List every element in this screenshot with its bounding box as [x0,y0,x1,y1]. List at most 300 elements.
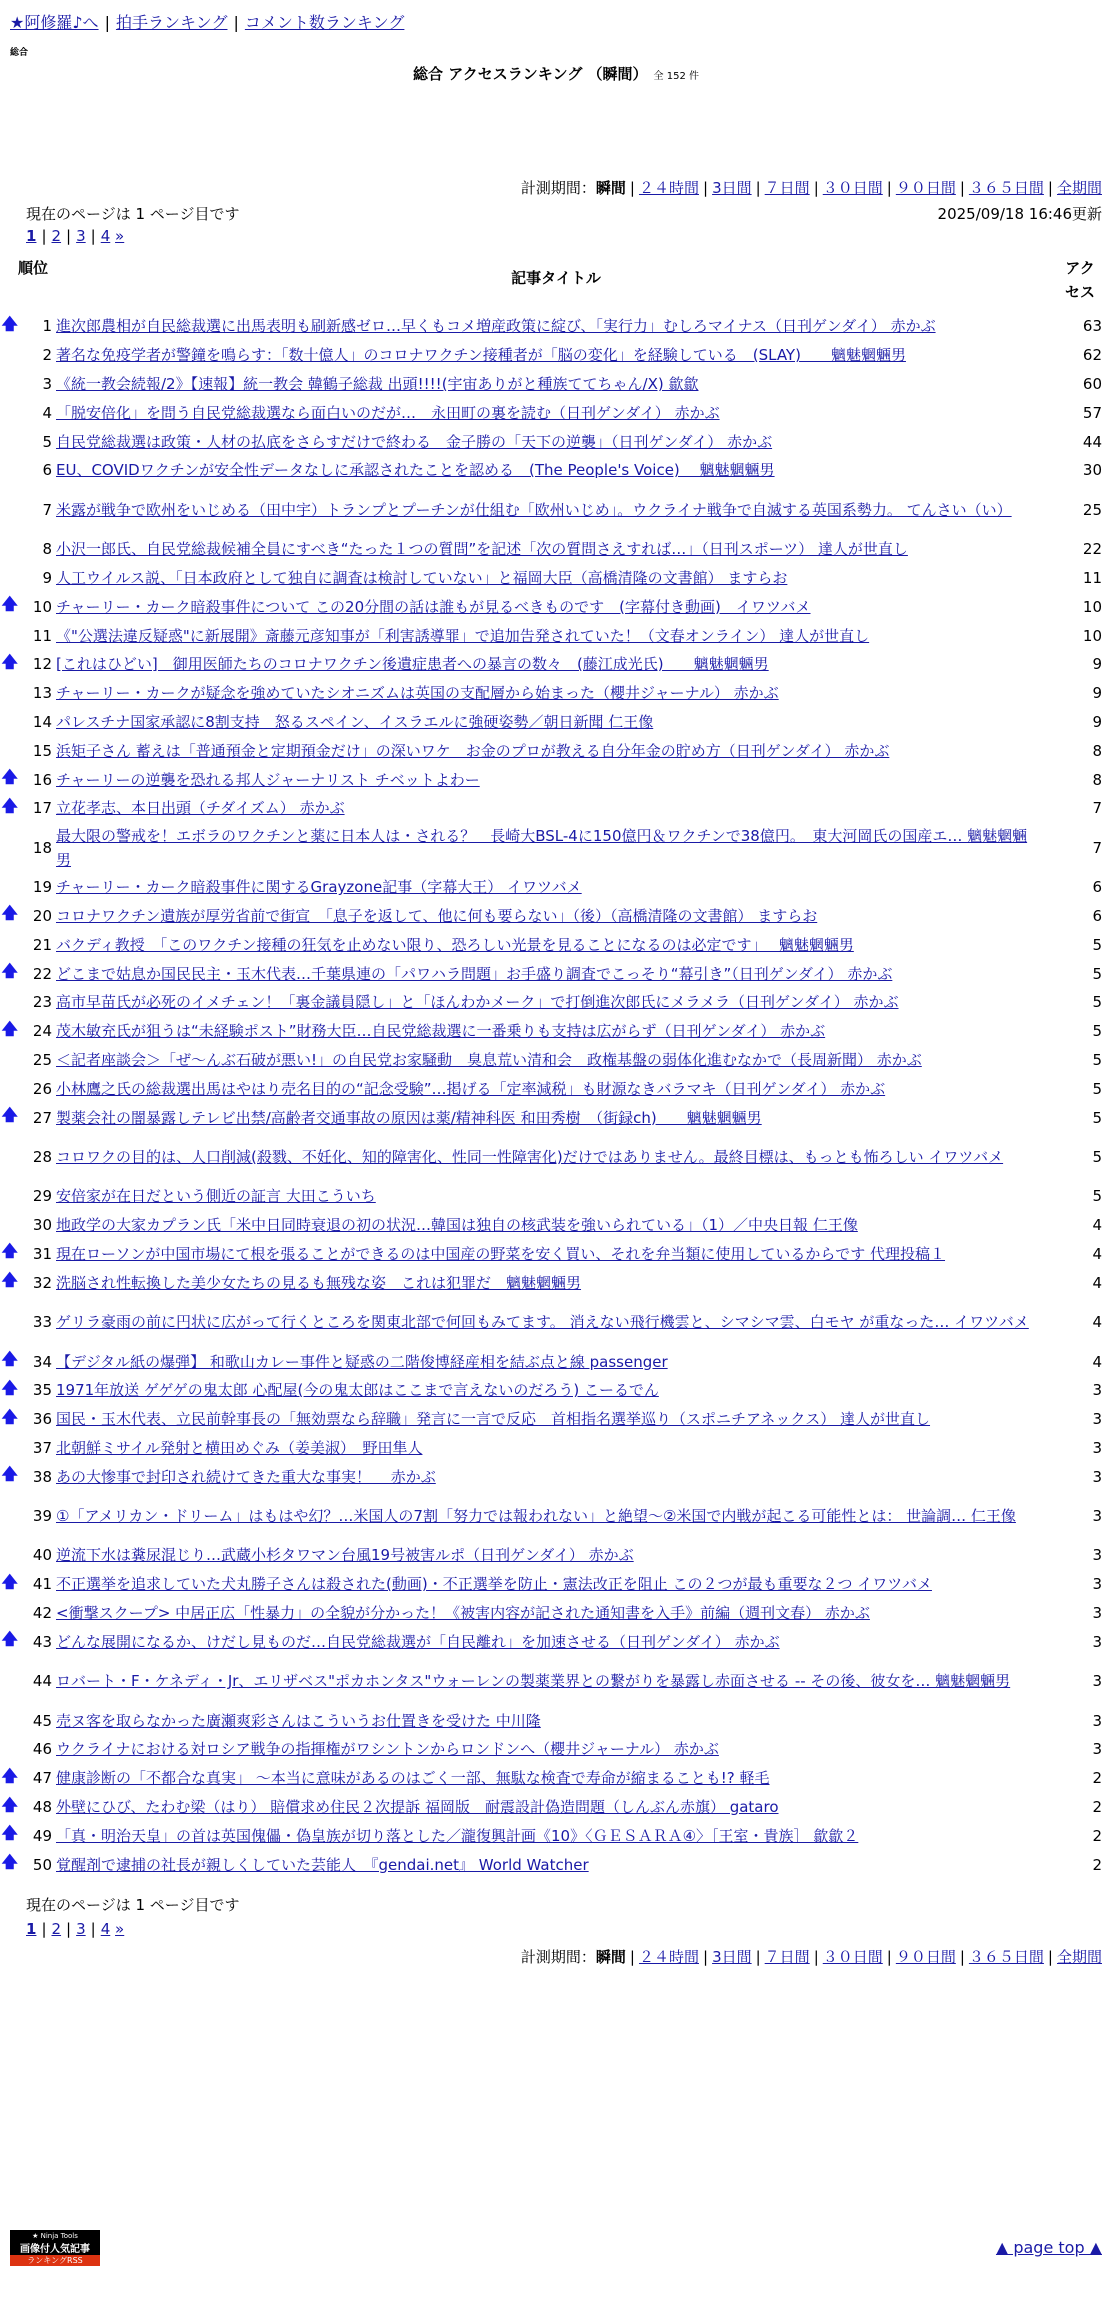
page-title [0,63,1112,84]
rank-number: 45 [32,1711,52,1730]
rank-number: 31 [32,1244,52,1263]
title-cell [56,1824,1046,1848]
access-count: 3 [1092,1740,1102,1759]
article-link[interactable]: ウクライナにおける対ロシア戦争の指揮権がワシントンからロンドンへ（櫻井ジャーナル） 赤かぶ [56,1740,719,1759]
up-arrow-icon: 🡅 [1,1018,18,1038]
rank-number: 11 [32,626,52,645]
period-link[interactable]: ３０日間 [822,1948,883,1966]
title-cell [56,768,1046,792]
up-arrow-icon: 🡅 [1,1765,18,1785]
rank-number: 5 [42,432,52,451]
title-cell [56,1669,1046,1693]
rank-number: 15 [32,741,52,760]
page-link[interactable]: 2 [51,227,62,245]
access-count: 10 [1082,626,1102,645]
title-cell [56,1795,1046,1819]
rank-number: 8 [42,540,52,559]
article-link[interactable]: 製薬会社の闇暴露しテレビ出禁/高齢者交通事故の原因は薬/精神科医 和田秀樹 （街録ch) 魑魅魍魎男 [56,1108,762,1127]
title-cell [56,1378,1046,1402]
access-count: 3 [1092,1711,1102,1730]
up-arrow-icon: 🡅 [1,313,18,333]
access-count: 9 [1092,684,1102,703]
title-cell [56,1436,1046,1460]
access-count: 3 [1092,1575,1102,1594]
rank-number: 25 [32,1050,52,1069]
article-link[interactable]: 「脱安倍化」を問う自民党総裁選なら面白いのだが… 永田町の裏を読む（日刊ゲンダイ） 赤かぶ [56,403,720,422]
article-link[interactable]: 茂木敏充氏が狙うは“未経験ポスト”財務大臣…自民党総裁選に一番乗りも支持は広がらず（日刊ゲンダイ） 赤かぶ [56,1022,826,1041]
article-link[interactable]: 米露が戦争で欧州をいじめる（田中宇）トランプとプーチンが仕組む「欧州いじめ」。ウクライナ戦争で自滅する英国系勢力。 てんさい（い） [56,500,1012,519]
ranking-row [0,564,1112,593]
comment-ranking-link[interactable]: コメント数ランキング [244,13,405,32]
article-link[interactable]: チャーリーの逆襲を恐れる邦人ジャーナリスト チベットよわー [56,770,480,789]
page-info-bottom: 現在のページは 1 ページ目です [26,1896,240,1914]
up-arrow-icon: 🡅 [1,1571,18,1591]
ninja-tools-logo[interactable] [10,2230,100,2264]
article-link[interactable]: チャーリー・カーク暗殺事件について この20分間の話は誰もが見るべきものです (字幕付き動画) イワツバメ [56,597,811,616]
title-cell [56,1709,1046,1733]
rank-number: 49 [32,1826,52,1845]
up-arrow-icon: 🡅 [1,651,18,671]
page-separator: | [41,227,47,245]
ranking-row [0,1735,1112,1764]
access-count: 25 [1082,500,1102,519]
ranking-row [0,930,1112,959]
title-cell [56,624,1046,648]
ranking-row [0,1268,1112,1297]
title-cell [56,372,1046,396]
title-cell [56,1407,1046,1431]
title-cell [56,1048,1046,1072]
article-link[interactable]: 逆流下水は糞尿混じり…武蔵小杉タワマン台風19号被害ルポ（日刊ゲンダイ） 赤かぶ [56,1546,634,1565]
title-cell [56,1145,1046,1169]
access-count: 4 [1092,1352,1102,1371]
page-separator: | [41,1920,47,1938]
rank-number: 36 [32,1410,52,1429]
title-cell [56,1271,1046,1295]
pagination-top [26,227,124,245]
title-cell [56,1242,1046,1266]
up-arrow-icon: 🡅 [1,1241,18,1261]
title-cell [56,1019,1046,1043]
rank-number: 46 [32,1740,52,1759]
article-link[interactable]: 「真・明治天皇」の首は英国傀儡・偽皇族が切り落とした／瀧復興計画《10》〈ＧＥＳＡＲＡ④〉［王室・貴族］ 歙歙２ [56,1826,859,1845]
rank-number: 50 [32,1855,52,1874]
ranking-row [0,794,1112,823]
ranking-row [0,1182,1112,1211]
home-link[interactable]: ★阿修羅♪へ [10,13,99,32]
rank-number: 29 [32,1187,52,1206]
period-link[interactable]: ３０日間 [822,179,883,197]
ranking-row [0,1541,1112,1570]
rank-number: 44 [32,1672,52,1691]
rank-number: 35 [32,1381,52,1400]
access-count: 3 [1092,1546,1102,1565]
article-link[interactable]: 高市早苗氏が必死のイメチェン！「裏金議員隠し」と「ほんわかメーク」で打倒進次郎氏にメラメラ（日刊ゲンダイ） 赤かぶ [56,993,899,1012]
access-count: 30 [1082,461,1102,480]
access-count: 5 [1092,993,1102,1012]
article-link[interactable]: 小林鷹之氏の総裁選出馬はやはり売名目的の“記念受験”…掲げる「定率減税」も財源なきバラマキ（日刊ゲンダイ） 赤かぶ [56,1079,886,1098]
title-cell [56,595,1046,619]
access-count: 3 [1092,1672,1102,1691]
access-count: 6 [1092,878,1102,897]
title-cell [56,1572,1046,1596]
article-link[interactable]: 洗脳され性転換した美少女たちの見るも無残な姿 これは犯罪だ 魑魅魍魎男 [56,1273,582,1292]
article-link[interactable]: 立花孝志、本日出頭（チダイズム） 赤かぶ [56,799,345,818]
access-count: 3 [1092,1410,1102,1429]
rank-number: 6 [42,461,52,480]
page-top-link[interactable]: ▲ page top ▲ [995,2238,1102,2257]
title-cell [56,430,1046,454]
access-count: 5 [1092,964,1102,983]
article-link[interactable]: 外壁にひび、たわむ梁（はり） 賠償求め住民２次提訴 福岡版 耐震設計偽造問題（しんぶん赤旗） gataro [56,1798,779,1817]
period-current: 瞬間 [595,1948,626,1966]
ranking-row [0,1046,1112,1075]
period-link[interactable]: ７日間 [764,1948,810,1966]
ranking-row [0,1491,1112,1541]
article-link[interactable]: 進次郎農相が自民総裁選に出馬表明も刷新感ゼロ…早くもコメ増産政策に綻び、「実行力」むしろマイナス（日刊ゲンダイ） 赤かぶ [56,317,936,336]
article-link[interactable]: ①「アメリカン・ドリーム」はもはや幻？…米国人の7割「努力では報われない」と絶望～②米国で内戦が起こる可能性とは： 世論調… 仁王像 [56,1507,1016,1526]
access-count: 5 [1092,1050,1102,1069]
period-link[interactable]: ２４時間 [638,179,699,197]
page-current[interactable]: 1 [26,227,37,245]
ranking-row [0,312,1112,341]
article-link[interactable]: 不正選挙を追求していた犬丸勝子さんは殺された(動画)・不正選挙を防止・憲法改正を阻止 この２つが最も重要な２つ イワツバメ [56,1575,932,1594]
rank-number: 21 [32,935,52,954]
ranking-row [0,1850,1112,1879]
article-link[interactable]: 【デジタル紙の爆弾】 和歌山カレー事件と疑惑の二階俊博経産相を結ぶ点と線 passenger [56,1352,668,1371]
page-link[interactable]: 4 [100,227,111,245]
pagination-bottom [26,1920,124,1938]
rank-number: 28 [32,1147,52,1166]
access-count: 9 [1092,712,1102,731]
page-link[interactable]: 3 [76,1920,86,1938]
title-cell [56,962,1046,986]
ranking-row [0,1462,1112,1491]
period-separator: | [703,1948,709,1966]
ranking-row [0,1793,1112,1822]
up-arrow-icon: 🡅 [1,903,18,923]
access-count: 9 [1092,655,1102,674]
up-arrow-icon: 🡅 [1,1852,18,1872]
rank-number: 37 [32,1438,52,1457]
article-link[interactable]: 売ヌ客を取らなかった廣瀬爽彩さんはこういうお仕置きを受けた 中川隆 [56,1711,541,1730]
title-cell [56,1465,1046,1489]
article-link[interactable]: どんな展開になるか、けだし見ものだ…自民党総裁選が「自民離れ」を加速させる（日刊ゲンダイ） 赤かぶ [56,1632,780,1651]
rank-number: 22 [32,964,52,983]
rank-number: 39 [32,1507,52,1526]
period-link[interactable]: 3日間 [712,1948,752,1966]
ranking-row [0,988,1112,1017]
title-cell [56,1077,1046,1101]
period-link[interactable]: ３６５日間 [968,1948,1044,1966]
ranking-row [0,1627,1112,1656]
page-separator: | [66,227,72,245]
title-cell [56,401,1046,425]
rank-column-header: 順位 [18,259,49,277]
title-cell [56,1601,1046,1625]
article-link[interactable]: 北朝鮮ミサイル発射と横田めぐみ（姜美淑） 野田隼人 [56,1438,423,1457]
title-cell [56,739,1046,763]
rank-number: 32 [32,1273,52,1292]
article-link[interactable]: 地政学の大家カプラン氏「米中日同時衰退の初の状況…韓国は独自の核武装を強いられている」（1）／中央日報 仁王像 [56,1216,858,1235]
title-cell [56,458,1046,482]
article-link[interactable]: 現在ローソンが中国市場にて根を張ることができるのは中国産の野菜を安く買い、それを弁当類に使用しているからです 代理投稿１ [56,1244,946,1263]
ranking-row [0,902,1112,931]
access-count: 4 [1092,1313,1102,1332]
up-arrow-icon: 🡅 [1,1406,18,1426]
title-cell [56,566,1046,590]
title-cell [56,343,1046,367]
article-link[interactable]: 自民党総裁選は政策・人材の払底をさらすだけで終わる 金子勝の「天下の逆襲」（日刊ゲンダイ） 赤かぶ [56,432,773,451]
logo-line1: ★ Ninja Tools [32,2232,78,2240]
title-cell [56,537,1046,561]
up-arrow-icon: 🡅 [1,1349,18,1368]
periods-label: 計測期間： [520,1948,596,1966]
article-link[interactable]: <衝撃スクープ> 中居正広「性暴力」の全貌が分かった！《被害内容が記された通知書を入手》前編（週刊文春） 赤かぶ [56,1604,870,1623]
access-count: 5 [1092,1147,1102,1166]
ranking-row [0,1103,1112,1132]
ranking-row [0,1240,1112,1269]
page-link[interactable]: 4 [100,1920,111,1938]
period-separator: | [886,1948,892,1966]
ranking-row [0,535,1112,564]
page-current[interactable]: 1 [26,1920,37,1938]
access-count: 3 [1092,1632,1102,1651]
access-count: 8 [1092,770,1102,789]
page-link[interactable]: 3 [76,227,86,245]
title-cell [56,498,1046,522]
ranking-row [0,456,1112,485]
rank-number: 38 [32,1467,52,1486]
title-cell [56,1184,1046,1208]
title-cell [56,1106,1046,1130]
title-cell [56,1310,1046,1334]
access-count: 3 [1092,1438,1102,1457]
ranking-header [0,248,1112,310]
period-separator: | [1047,1948,1053,1966]
rank-number: 33 [32,1313,52,1332]
article-link[interactable]: 《"公選法違反疑惑"に新展開》斎藤元彦知事が「利害誘導罪」で追加告発されていた！（文春オンライン） 達人が世直し [56,626,870,645]
ranking-row [0,1764,1112,1793]
title-cell [56,710,1046,734]
logo-line3: ランキングRSS [10,2255,100,2266]
access-count: 22 [1082,540,1102,559]
up-arrow-icon: 🡅 [1,594,18,614]
article-link[interactable]: コロワクの目的は、人口削減(殺戮、不妊化、知的障害化、性同一性障害化)だけではありません。最終目標は、もっとも怖ろしい イワツバメ [56,1147,1004,1166]
rank-number: 9 [42,568,52,587]
article-link[interactable]: 国民・玉木代表、立民前幹事長の「無効票なら辞職」発言に一言で反応 首相指名選挙巡り（スポニチアネックス） 達人が世直し [56,1410,931,1429]
up-arrow-icon: 🡅 [1,1377,18,1397]
title-cell [56,933,1046,957]
up-arrow-icon: 🡅 [1,767,18,787]
article-link[interactable]: 浜矩子さん 蓄えは「普通預金と定期預金だけ」の深いワケ お金のプロが教える自分年金の貯め方（日刊ゲンダイ） 赤かぶ [56,741,890,760]
rank-number: 19 [32,878,52,897]
article-link[interactable]: 人工ウイルス説、「日本政府として独自に調査は検討していない」と福岡大臣（高橋清隆の文書館） ますらお [56,568,788,587]
access-count: 4 [1092,1273,1102,1292]
ranking-row [0,708,1112,737]
access-count: 7 [1092,799,1102,818]
ranking-row [0,1821,1112,1850]
access-count: 44 [1082,432,1102,451]
rank-number: 13 [32,684,52,703]
ranking-row [0,873,1112,902]
clap-ranking-link[interactable]: 拍手ランキング [115,13,228,32]
period-separator: | [813,1948,819,1966]
title-cell [56,1504,1046,1528]
ranking-row [0,1434,1112,1463]
title-cell [56,990,1046,1014]
period-link[interactable]: 全期間 [1056,1948,1102,1966]
access-count: 4 [1092,1216,1102,1235]
period-link[interactable]: ９０日間 [895,1948,956,1966]
title-cell [56,1350,1046,1374]
title-cell [56,1766,1046,1790]
access-count: 2 [1092,1826,1102,1845]
top-nav [10,10,404,33]
article-link[interactable]: チャーリー・カークが疑念を強めていたシオニズムは英国の支配層から始まった（櫻井ジャーナル） 赤かぶ [56,684,779,703]
ranking-row [0,823,1112,873]
up-arrow-icon: 🡅 [1,1794,18,1814]
article-link[interactable]: 1971年放送 ゲゲゲの鬼太郎 心配屋(今の鬼太郎はここまで言えないのだろう) こーるでん [56,1381,659,1400]
access-count: 7 [1092,838,1102,857]
article-link[interactable]: どこまで姑息か国民民主・玉木代表…千葉県連の「パワハラ問題」お手盛り調査でこっそり“幕引き”（日刊ゲンダイ） 赤かぶ [56,964,893,983]
ranking-row [0,679,1112,708]
access-count: 57 [1082,403,1102,422]
article-link[interactable]: 《統一教会続報/2》【速報】統一教会 韓鶴子総裁 出頭!!!!(宇宙ありがと種族ててちゃん/X) 歙歙 [56,374,699,393]
period-link[interactable]: 3日間 [712,179,752,197]
logo-line2: 画像付人気記事 [20,2244,90,2255]
article-link[interactable]: コロナワクチン遺族が厚労省前で街宣 「息子を返して、他に何も要らない」（後）（高橋清隆の文書館） ますらお [56,906,818,925]
ranking-row [0,370,1112,399]
ranking-row [0,592,1112,621]
ranking-row [0,736,1112,765]
period-separator: | [1047,179,1053,197]
rank-number: 2 [42,346,52,365]
period-link[interactable]: ３６５日間 [968,179,1044,197]
up-arrow-icon: 🡅 [1,1270,18,1290]
rank-number: 17 [32,799,52,818]
title-cell [56,875,1046,899]
article-link[interactable]: あの大惨事で封印され続けてきた重大な事実！ 赤かぶ [56,1467,436,1486]
article-link[interactable]: 著名な免疫学者が警鐘を鳴らす：「数十億人」のコロナワクチン接種者が「脳の変化」を経験している (SLAY) 魑魅魍魎男 [56,346,906,365]
ranking-row [0,1570,1112,1599]
article-link[interactable]: 健康診断の「不都合な真実」 ～本当に意味があるのはごく一部、無駄な検査で寿命が縮まることも!? 軽毛 [56,1769,770,1788]
page-next-link[interactable]: » [115,1920,125,1938]
period-link[interactable]: ２４時間 [638,1948,699,1966]
article-link[interactable]: 覚醒剤で逮捕の社長が親しくしていた芸能人 『gendai.net』 World Watcher [56,1855,589,1874]
period-link[interactable]: ７日間 [764,179,810,197]
title-cell [56,1543,1046,1567]
access-count: 60 [1082,374,1102,393]
title-cell [56,314,1046,338]
rank-number: 14 [32,712,52,731]
page-separator: | [90,227,96,245]
rank-number: 3 [42,374,52,393]
ranking-row [0,398,1112,427]
title-cell [56,681,1046,705]
rank-number: 18 [32,838,52,857]
article-link[interactable]: EU、COVIDワクチンが安全性データなしに承認されたことを認める (The People's Voice) 魑魅魍魎男 [56,461,775,480]
title-cell [56,904,1046,928]
access-count: 62 [1082,346,1102,365]
rank-number: 23 [32,993,52,1012]
rank-number: 48 [32,1798,52,1817]
period-link[interactable]: ９０日間 [895,179,956,197]
article-link[interactable]: バクディ教授 「このワクチン接種の狂気を止めない限り、恐ろしい光景を見ることになるのは必定です」 魑魅魍魎男 [56,935,854,954]
period-current: 瞬間 [595,179,626,197]
page-info-top: 現在のページは 1 ページ目です [26,205,240,223]
rank-number: 10 [32,597,52,616]
page-title-text: 総合 アクセスランキング （瞬間） [413,65,648,83]
ranking-row [0,1074,1112,1103]
article-link[interactable]: [これはひどい] 御用医師たちのコロナワクチン後遺症患者への暴言の数々 (藤江成光氏) 魑魅魍魎男 [56,655,769,674]
rank-number: 26 [32,1079,52,1098]
ranking-row [0,1706,1112,1735]
ranking-row [0,1405,1112,1434]
up-arrow-icon: 🡅 [1,1464,18,1484]
article-link[interactable]: ＜記者座談会＞「ぜ～んぶ石破が悪い!」の自民党お家騒動 臭息荒い清和会 政権基盤の弱体化進むなかで（長周新聞） 赤かぶ [56,1050,922,1069]
rank-number: 47 [32,1769,52,1788]
rank-number: 30 [32,1216,52,1235]
article-link[interactable]: 最大限の警戒を！エボラのワクチンと薬に日本人は・される？ 長崎大BSL-4に150億円＆ワクチンで38億円。 東大河岡氏の国産エ… 魑魅魍魎男 [56,826,1028,869]
access-count: 3 [1092,1507,1102,1526]
period-separator: | [755,1948,761,1966]
rank-number: 7 [42,500,52,519]
access-count: 5 [1092,1022,1102,1041]
title-cell [56,1213,1046,1237]
period-link[interactable]: 全期間 [1056,179,1102,197]
total-count: 全 152 件 [653,71,699,82]
ranking-row [0,1656,1112,1706]
access-count: 3 [1092,1467,1102,1486]
count-column-header: アクセス [1064,259,1095,301]
access-count: 2 [1092,1798,1102,1817]
rank-number: 41 [32,1575,52,1594]
ranking-row [0,1599,1112,1628]
up-arrow-icon: 🡅 [1,1823,18,1843]
access-count: 4 [1092,1244,1102,1263]
rank-number: 34 [32,1352,52,1371]
title-cell [56,652,1046,676]
page-next-link[interactable]: » [115,227,125,245]
nav-separator: | [104,13,110,32]
page-link[interactable]: 2 [51,1920,62,1938]
rank-number: 43 [32,1632,52,1651]
ranking-list [0,312,1112,1879]
up-arrow-icon: 🡅 [1,1629,18,1649]
up-arrow-icon: 🡅 [1,1105,18,1125]
article-link[interactable]: パレスチナ国家承認に8割支持 怒るスペイン、イスラエルに強硬姿勢／朝日新聞 仁王像 [56,712,654,731]
ranking-row [0,1297,1112,1347]
article-link[interactable]: ロバート・F・ケネディ・Jr、エリザベス"ポカホンタス"ウォーレンの製薬業界との繋がりを暴露し赤面させる -- その後、彼女を… 魑魅魍魎男 [56,1672,1011,1691]
period-separator: | [959,179,965,197]
period-separator: | [755,179,761,197]
period-separator: | [703,179,709,197]
article-link[interactable]: ゲリラ豪雨の前に円状に広がって行くところを関東北部で何回もみてます。 消えない飛行機雲と、シマシマ雲、白モヤ が重なった… イワツバメ [56,1313,1029,1332]
title-cell [56,1630,1046,1654]
ranking-row [0,1132,1112,1182]
article-link[interactable]: 小沢一郎氏、自民党総裁候補全員にすべき“たった１つの質問”を記述「次の質問さえすれば…」（日刊スポーツ） 達人が世直し [56,540,908,559]
access-count: 2 [1092,1855,1102,1874]
article-link[interactable]: 安倍家が在日だという側近の証言 大田こういち [56,1187,376,1206]
access-count: 10 [1082,597,1102,616]
access-count: 8 [1092,741,1102,760]
periods-label: 計測期間： [520,179,596,197]
title-column-header: 記事タイトル [511,269,601,287]
period-selector-bottom [521,1946,1102,1967]
rank-number: 16 [32,770,52,789]
article-link[interactable]: チャーリー・カーク暗殺事件に関するGrayzone記事（字幕大王） イワツバメ [56,878,582,897]
